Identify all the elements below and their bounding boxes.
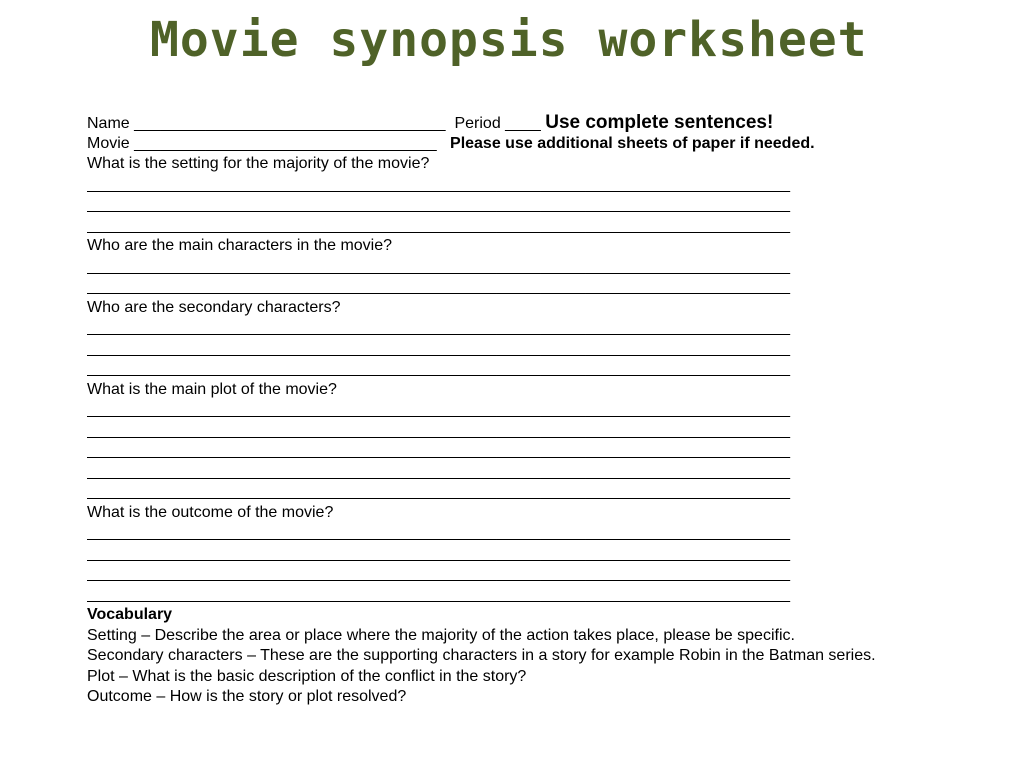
answer-line[interactable]: _______________________________________________________________________________ [87, 216, 790, 234]
question-setting: What is the setting for the majority of the movie? [87, 155, 430, 172]
period-label: Period ____ [454, 115, 541, 132]
answer-line[interactable]: _______________________________________________________________________________ [87, 319, 790, 336]
name-row [87, 113, 987, 134]
answer-line[interactable]: _______________________________________________________________________________ [87, 360, 790, 377]
answer-line[interactable]: _______________________________________________________________________________ [87, 524, 790, 541]
worksheet-body [87, 113, 987, 708]
question-outcome: What is the outcome of the movie? [87, 503, 334, 521]
question-secondary-characters: Who are the secondary characters? [87, 298, 341, 316]
answer-line[interactable]: _______________________________________________________________________________ [87, 462, 790, 480]
page-title: Movie synopsis worksheet [150, 12, 868, 68]
vocab-plot: Plot – What is the basic description of the conflict in the story? [87, 667, 527, 685]
answer-line[interactable]: _______________________________________________________________________________ [87, 585, 790, 603]
additional-sheets-note: Please use additional sheets of paper if needed. [450, 134, 815, 152]
movie-row [87, 134, 987, 155]
answer-line[interactable]: _______________________________________________________________________________ [87, 544, 790, 562]
answer-line[interactable]: _______________________________________________________________________________ [87, 483, 790, 500]
answer-line[interactable]: _______________________________________________________________________________ [87, 278, 790, 295]
answer-line[interactable]: _______________________________________________________________________________ [87, 339, 790, 357]
vocabulary-heading: Vocabulary [87, 606, 173, 623]
question-main-characters: Who are the main characters in the movie? [87, 237, 393, 254]
vocab-outcome: Outcome – How is the story or plot resolved? [87, 688, 407, 705]
answer-line[interactable]: _______________________________________________________________________________ [87, 401, 790, 418]
question-main-plot: What is the main plot of the movie? [87, 380, 337, 398]
answer-line[interactable]: _______________________________________________________________________________ [87, 421, 790, 439]
answer-line[interactable]: _______________________________________________________________________________ [87, 175, 790, 193]
movie-label: Movie __________________________________ [87, 134, 437, 152]
use-complete-sentences: Use complete sentences! [545, 112, 774, 133]
answer-line[interactable]: _______________________________________________________________________________ [87, 196, 790, 213]
answer-line[interactable]: _______________________________________________________________________________ [87, 565, 790, 582]
answer-line[interactable]: _______________________________________________________________________________ [87, 442, 790, 459]
answer-line[interactable]: _______________________________________________________________________________ [87, 257, 790, 275]
name-label: Name ___________________________________ [87, 115, 446, 132]
vocab-setting: Setting – Describe the area or place where the majority of the action takes place, please be specific. [87, 626, 795, 644]
vocab-secondary-characters: Secondary characters – These are the supporting characters in a story for example Robin in the Batman series. [87, 647, 876, 664]
